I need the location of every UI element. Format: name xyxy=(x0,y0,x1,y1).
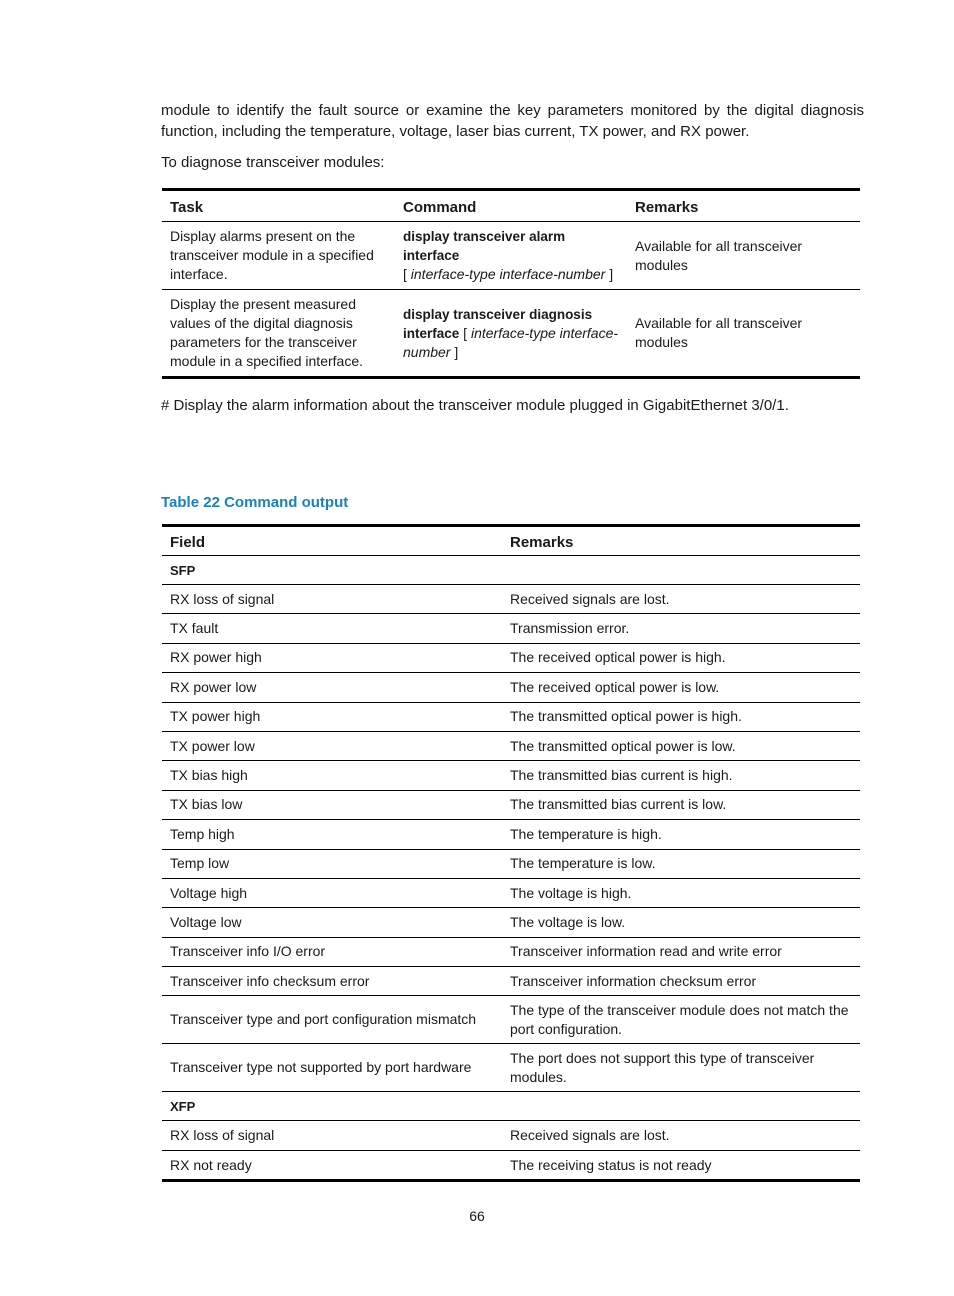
page-number: 66 xyxy=(469,1208,485,1224)
header-remarks: Remarks xyxy=(627,190,860,222)
table-row xyxy=(162,967,860,996)
table-row xyxy=(162,937,860,966)
remarks-cell: The transmitted optical power is low. xyxy=(502,731,860,760)
field-cell: Transceiver info I/O error xyxy=(162,937,502,966)
table-row xyxy=(162,614,860,643)
field-cell: Temp low xyxy=(162,849,502,878)
task-table-header xyxy=(162,190,860,222)
command-keyword: display transceiver alarm interface xyxy=(403,229,566,263)
intro-lead: To diagnose transceiver modules: xyxy=(161,154,385,171)
task-table xyxy=(162,188,860,379)
field-cell: Transceiver type and port configuration mismatch xyxy=(162,996,502,1044)
remarks-cell: Transmission error. xyxy=(502,614,860,643)
table-row xyxy=(162,1044,860,1092)
remarks-cell: The received optical power is high. xyxy=(502,643,860,672)
group-label: SFP xyxy=(162,556,860,585)
remarks-cell: Transceiver information checksum error xyxy=(502,967,860,996)
example-note: # Display the alarm information about the transceiver module plugged in GigabitEthernet 3/0/1. xyxy=(161,397,789,414)
field-cell: Voltage high xyxy=(162,878,502,907)
task-row xyxy=(162,222,860,290)
table-row xyxy=(162,996,860,1044)
command-bracket-open: [ xyxy=(403,266,411,282)
field-cell: TX power high xyxy=(162,702,502,731)
command-cell xyxy=(395,222,627,290)
remarks-cell: The voltage is low. xyxy=(502,908,860,937)
field-cell: TX fault xyxy=(162,614,502,643)
table-row xyxy=(162,790,860,819)
remarks-cell: Received signals are lost. xyxy=(502,585,860,614)
remarks-cell: The port does not support this type of transceiver modules. xyxy=(502,1044,860,1092)
field-cell: Transceiver info checksum error xyxy=(162,967,502,996)
table-row xyxy=(162,673,860,702)
table-row xyxy=(162,908,860,937)
remarks-cell: The transmitted bias current is high. xyxy=(502,761,860,790)
remarks-cell: The temperature is low. xyxy=(502,849,860,878)
header-remarks: Remarks xyxy=(502,526,860,556)
field-cell: Transceiver type not supported by port hardware xyxy=(162,1044,502,1092)
table-row xyxy=(162,585,860,614)
command-bracket-open: [ xyxy=(459,324,471,341)
output-table-header xyxy=(162,526,860,556)
table-row xyxy=(162,1150,860,1180)
command-argument: interface-type interface-number xyxy=(403,324,619,360)
group-row-sfp xyxy=(162,556,860,585)
field-cell: TX bias low xyxy=(162,790,502,819)
table-row xyxy=(162,820,860,849)
command-argument: interface-type interface-number xyxy=(410,266,606,282)
remarks-cell: The type of the transceiver module does not match the port configuration. xyxy=(502,996,860,1044)
command-bracket-close: ] xyxy=(605,266,614,282)
output-table xyxy=(162,524,860,1182)
table-row xyxy=(162,761,860,790)
command-bracket-close: ] xyxy=(450,343,459,360)
field-cell: Voltage low xyxy=(162,908,502,937)
field-cell: RX loss of signal xyxy=(162,1121,502,1150)
table-caption: Table 22 Command output xyxy=(161,494,349,511)
field-cell: RX loss of signal xyxy=(162,585,502,614)
remarks-cell: The temperature is high. xyxy=(502,820,860,849)
table-row xyxy=(162,731,860,760)
table-row xyxy=(162,702,860,731)
task-cell: Display alarms present on the transceiver module in a specified interface. xyxy=(162,222,395,290)
header-command: Command xyxy=(395,190,627,222)
remarks-cell: The receiving status is not ready xyxy=(510,1156,712,1173)
field-cell: TX power low xyxy=(162,731,502,760)
table-row xyxy=(162,1121,860,1150)
table-row xyxy=(162,643,860,672)
remarks-cell: The voltage is high. xyxy=(502,878,860,907)
field-cell: RX not ready xyxy=(170,1156,252,1173)
table-row xyxy=(162,878,860,907)
remarks-cell: Available for all transceiver modules xyxy=(627,222,860,290)
remarks-cell: Available for all transceiver modules xyxy=(635,315,803,350)
task-cell: Display the present measured values of the digital diagnosis parameters for the transceiver module in a specified interface. xyxy=(170,296,363,369)
intro-paragraph: module to identify the fault source or examine the key parameters monitored by the digital diagnosis function, including the temperature, voltage, laser bias current, TX power, and RX power. xyxy=(161,102,864,140)
remarks-cell: The transmitted bias current is low. xyxy=(502,790,860,819)
field-cell: Temp high xyxy=(162,820,502,849)
group-row-xfp xyxy=(162,1092,860,1121)
command-keyword: display transceiver diagnosis interface xyxy=(403,306,593,341)
remarks-cell: Received signals are lost. xyxy=(502,1121,860,1150)
command-cell xyxy=(395,290,627,378)
header-field: Field xyxy=(162,526,502,556)
field-cell: RX power low xyxy=(162,673,502,702)
header-task: Task xyxy=(162,190,395,222)
table-row xyxy=(162,849,860,878)
remarks-cell: The transmitted optical power is high. xyxy=(502,702,860,731)
field-cell: RX power high xyxy=(162,643,502,672)
remarks-cell: Transceiver information read and write error xyxy=(502,937,860,966)
group-label: XFP xyxy=(162,1092,860,1121)
task-row xyxy=(162,290,860,378)
remarks-cell: The received optical power is low. xyxy=(502,673,860,702)
field-cell: TX bias high xyxy=(162,761,502,790)
